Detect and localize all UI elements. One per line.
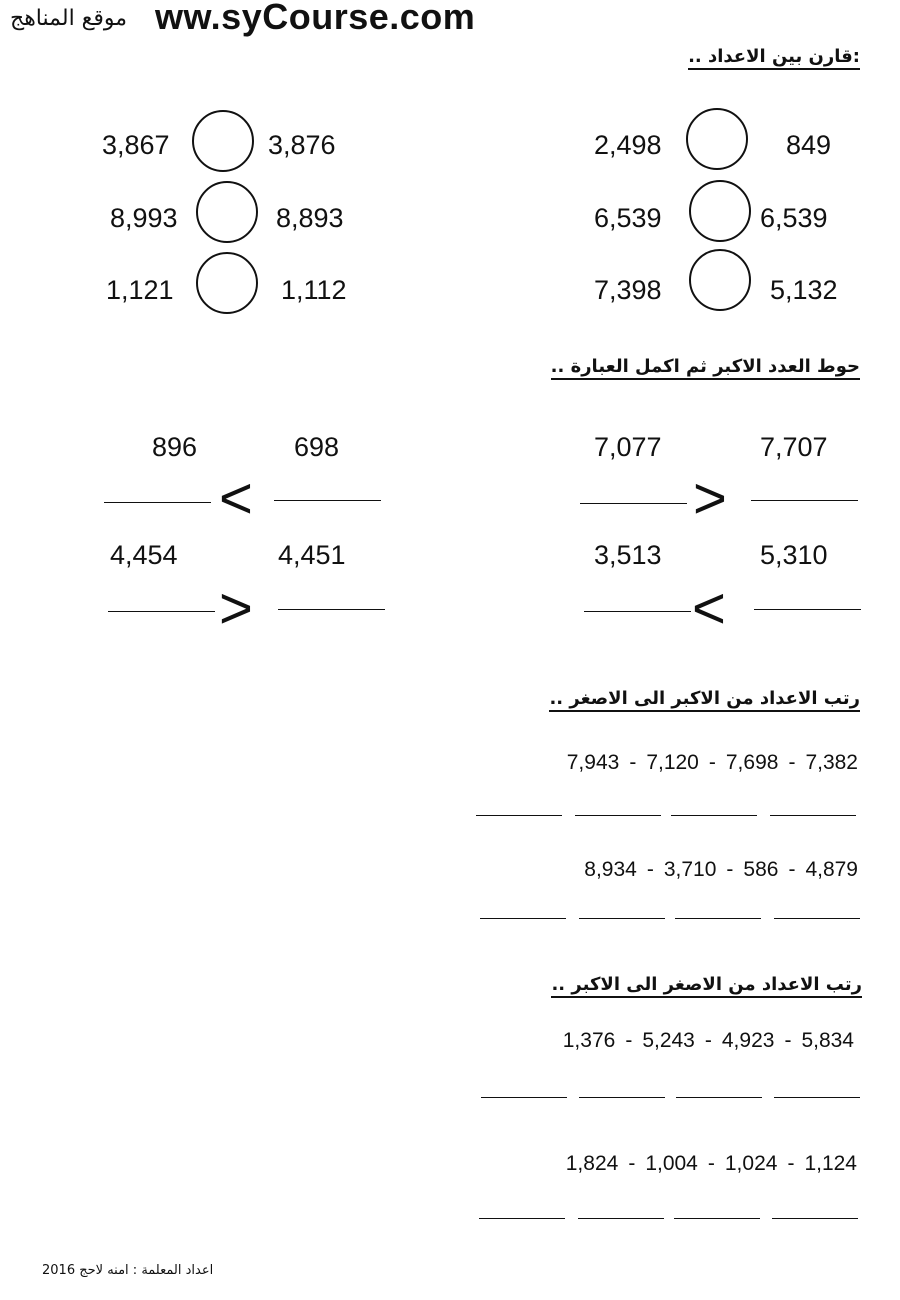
compare-right-b-2: 6,539 [760, 203, 828, 233]
statement-blank[interactable] [104, 502, 211, 503]
sequence-number: 7,120 [646, 751, 699, 774]
comparison-sign-3: > [219, 576, 253, 641]
answer-blank[interactable] [579, 918, 665, 919]
compare-answer-circle[interactable] [689, 180, 751, 242]
compare-left-b-3: 1,112 [281, 275, 347, 305]
statement-a-1: 896 [152, 432, 198, 462]
answer-blank[interactable] [676, 1097, 762, 1098]
answer-blank[interactable] [480, 918, 566, 919]
statement-a-3: 4,454 [110, 540, 178, 570]
compare-left-a-2: 8,993 [110, 203, 178, 233]
answer-blank[interactable] [476, 815, 562, 816]
statement-b-4: 5,310 [760, 540, 828, 570]
sequence-number: 5,243 [642, 1029, 695, 1052]
site-url: ww.syCourse.com [155, 0, 476, 37]
sequence-number: 8,934 [584, 858, 637, 881]
sequence-separator: - [726, 858, 734, 881]
sequence-number: 3,710 [663, 858, 717, 881]
answer-blank[interactable] [774, 918, 860, 919]
statement-blank[interactable] [584, 611, 691, 612]
answer-blank[interactable] [575, 815, 661, 816]
sequence-number: 1,824 [565, 1152, 619, 1175]
answer-blank[interactable] [578, 1218, 664, 1219]
answer-blank[interactable] [671, 815, 757, 816]
sequence-separator: - [708, 751, 716, 774]
compare-right-a-2: 6,539 [594, 203, 662, 233]
statement-a-4: 3,513 [594, 540, 662, 570]
sequence-number: 7,382 [805, 751, 858, 774]
answer-blank[interactable] [579, 1097, 665, 1098]
statement-blank[interactable] [580, 503, 687, 504]
statement-blank[interactable] [108, 611, 215, 612]
statement-blank[interactable] [751, 500, 858, 501]
statement-blank[interactable] [274, 500, 381, 501]
compare-answer-circle[interactable] [689, 249, 751, 311]
section-order-asc-title: رتب الاعداد من الاصغر الى الاكبر .. [551, 974, 862, 998]
sequence-asc-2 [566, 1152, 857, 1176]
compare-answer-circle[interactable] [196, 181, 258, 243]
sequence-number: 4,879 [805, 858, 858, 881]
answer-blank[interactable] [774, 1097, 860, 1098]
sequence-separator: - [704, 1029, 712, 1052]
compare-right-a-3: 7,398 [594, 275, 662, 305]
compare-left-b-2: 8,893 [276, 203, 344, 233]
compare-right-b-3: 5,132 [770, 275, 838, 305]
sequence-number: 1,124 [804, 1152, 857, 1175]
sequence-separator: - [788, 858, 796, 881]
sequence-desc-1 [567, 751, 858, 775]
sequence-separator: - [784, 1029, 792, 1052]
comparison-sign-2: > [693, 466, 727, 531]
answer-blank[interactable] [770, 815, 856, 816]
sequence-separator: - [628, 1152, 636, 1175]
comparison-sign-1: < [219, 466, 253, 531]
sequence-separator: - [625, 1029, 633, 1052]
answer-blank[interactable] [674, 1218, 760, 1219]
sequence-number: 7,698 [725, 751, 779, 774]
answer-blank[interactable] [481, 1097, 567, 1098]
compare-right-a-1: 2,498 [594, 130, 662, 160]
compare-right-b-1: 849 [786, 130, 832, 160]
site-name-arabic: موقع المناهج [10, 6, 128, 31]
sequence-separator: - [787, 1152, 795, 1175]
statement-a-2: 7,077 [594, 432, 662, 462]
sequence-separator: - [629, 751, 637, 774]
sequence-separator: - [788, 751, 796, 774]
answer-blank[interactable] [772, 1218, 858, 1219]
statement-blank[interactable] [278, 609, 385, 610]
sequence-number: 7,943 [566, 751, 620, 774]
compare-left-a-3: 1,121 [106, 275, 174, 305]
sequence-number: 586 [743, 858, 779, 881]
sequence-number: 4,923 [721, 1029, 775, 1052]
sequence-asc-1 [563, 1029, 854, 1053]
sequence-number: 1,024 [724, 1152, 778, 1175]
statement-b-1: 698 [294, 432, 340, 462]
sequence-number: 5,834 [801, 1029, 854, 1052]
compare-answer-circle[interactable] [686, 108, 748, 170]
answer-blank[interactable] [479, 1218, 565, 1219]
sequence-number: 1,004 [645, 1152, 698, 1175]
compare-left-b-1: 3,876 [268, 130, 336, 160]
section-order-desc-title: رتب الاعداد من الاكبر الى الاصغر .. [549, 688, 860, 712]
sequence-separator: - [646, 858, 654, 881]
compare-answer-circle[interactable] [196, 252, 258, 314]
sequence-desc-2 [584, 858, 858, 882]
section-compare-title: :قارن بين الاعداد .. [688, 46, 860, 70]
teacher-credit: اعداد المعلمة : امنه لاحج 2016 [42, 1263, 214, 1278]
section-circle-larger-title: حوط العدد الاكبر ثم اكمل العبارة .. [551, 356, 860, 380]
statement-blank[interactable] [754, 609, 861, 610]
statement-b-3: 4,451 [278, 540, 346, 570]
sequence-number: 1,376 [562, 1029, 616, 1052]
compare-answer-circle[interactable] [192, 110, 254, 172]
statement-b-2: 7,707 [760, 432, 828, 462]
sequence-separator: - [707, 1152, 715, 1175]
comparison-sign-4: < [692, 576, 726, 641]
answer-blank[interactable] [675, 918, 761, 919]
compare-left-a-1: 3,867 [102, 130, 170, 160]
